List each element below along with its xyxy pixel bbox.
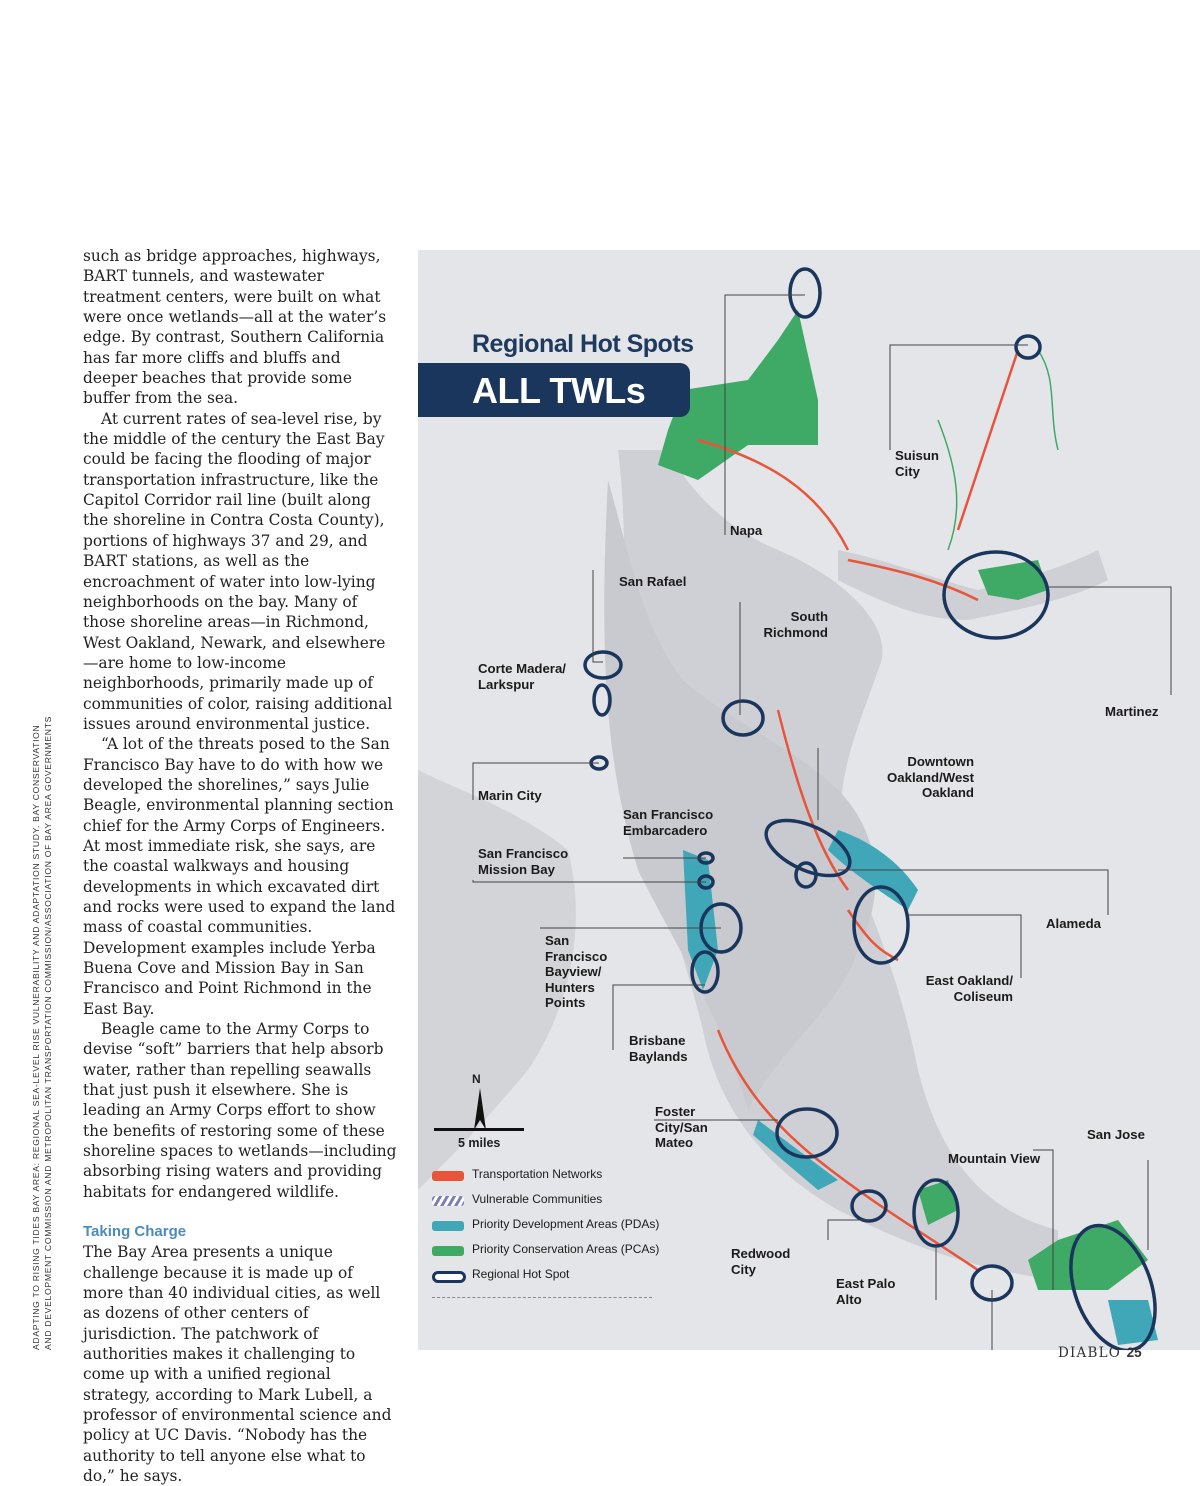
legend-divider xyxy=(432,1297,652,1298)
label-sf-bayview: San Francisco Bayview/ Hunters Points xyxy=(545,933,608,1010)
label-napa: Napa xyxy=(730,523,763,538)
label-sf-embarcadero: San Francisco Embarcadero xyxy=(623,807,714,838)
page-folio xyxy=(1058,1345,1142,1361)
map-banner-text: ALL TWLs xyxy=(472,370,646,411)
transportation-swatch-icon xyxy=(432,1171,464,1181)
paragraph-1: such as bridge approaches, highways, BART tunnels, and wastewater treatment centers, were built on what were once wetlands—all at the water’s edge. By contrast, Southern California has far more cliffs and bluffs and deeper beaches that provide some buffer from the sea. xyxy=(83,247,387,408)
map-legend xyxy=(432,1166,668,1298)
north-indicator: N xyxy=(472,1072,481,1086)
label-sf-mission-bay: San Francisco Mission Bay xyxy=(478,846,569,877)
legend-item-vulnerable: Vulnerable Communities xyxy=(432,1191,668,1216)
label-brisbane: Brisbane Baylands xyxy=(629,1033,688,1064)
label-marin-city: Marin City xyxy=(478,788,542,803)
label-foster-city: Foster City/San Mateo xyxy=(655,1104,708,1150)
label-redwood-city: Redwood City xyxy=(731,1246,791,1277)
label-san-rafael: San Rafael xyxy=(619,574,687,589)
label-mountain-view: Mountain View xyxy=(948,1151,1041,1166)
paragraph-5: The Bay Area presents a unique challenge because it is made up of more than 40 individual cities, as well as dozens of other centers of jurisdiction. The patchwork of authorities makes it challenging to come up with a unified regional strategy, according to Mark Lubell, a professor of environmental science and policy at UC Davis. “Nobody has the authority to tell anyone else what to do,” he says. xyxy=(83,1243,392,1485)
map-title: Regional Hot Spots xyxy=(472,330,694,358)
paragraph-3: “A lot of the threats posed to the San Francisco Bay have to do with how we developed the shorelines,” says Julie Beagle, environmental planning section chief for the Army Corps of Engineers. At most immediate risk, she says, are the coastal walkways and housing developments in which excavated dirt and rocks were used to expand the land mass of coastal communities. Development examples include Yerba Buena Cove and Mission Bay in San Francisco and Point Richmond in the East Bay. xyxy=(83,735,396,1018)
label-corte-madera: Corte Madera/ Larkspur xyxy=(478,661,566,692)
paragraph-4: Beagle came to the Army Corps to devise “soft” barriers that help absorb water, rather than repelling seawalls that just push it elsewhere. She is leading an Army Corps effort to show the benefits of restoring some of these shoreline spaces to wetlands—including absorbing rising waters and providing habitats for endangered wildlife. xyxy=(83,1020,397,1201)
photo-credit: ADAPTING TO RISING TIDES BAY AREA: REGIONAL SEA-LEVEL RISE VULNERABILITY AND ADAPTATION STUDY. BAY CONSERVATION AND DEVELOPMENT COMMISSION AND METROPOLITAN TRANSPORTATION COMMISSION/ASSOCIATION OF BAY AREA GOVERNMENTS xyxy=(31,715,53,1350)
page-number: 25 xyxy=(1126,1345,1142,1360)
legend-item-hot-spot: Regional Hot Spot xyxy=(432,1266,668,1291)
legend-item-transportation: Transportation Networks xyxy=(432,1166,668,1191)
label-east-oakland: East Oakland/ Coliseum xyxy=(925,973,1013,1004)
scale-label: 5 miles xyxy=(458,1136,501,1150)
legend-item-pca: Priority Conservation Areas (PCAs) xyxy=(432,1241,668,1266)
map-banner xyxy=(418,363,690,417)
legend-item-pda: Priority Development Areas (PDAs) xyxy=(432,1216,668,1241)
label-martinez: Martinez xyxy=(1105,704,1159,719)
pca-swatch-icon xyxy=(432,1246,464,1256)
article-column xyxy=(83,246,398,1486)
label-alameda: Alameda xyxy=(1046,916,1101,931)
pda-swatch-icon xyxy=(432,1221,464,1231)
label-suisun-city: Suisun City xyxy=(895,448,939,479)
magazine-name: DIABLO xyxy=(1058,1345,1122,1361)
hot-spots-map xyxy=(418,250,1200,1350)
vulnerable-swatch-icon xyxy=(432,1196,464,1206)
label-south-richmond: South Richmond xyxy=(763,609,828,640)
label-san-jose: San Jose xyxy=(1087,1127,1145,1142)
label-east-palo-alto: East Palo Alto xyxy=(836,1276,896,1307)
paragraph-2: At current rates of sea-level rise, by the middle of the century the East Bay could be facing the flooding of major transportation infrastructure, like the Capitol Corridor rail line (built along the shoreline in Contra Costa County), portions of highways 37 and 29, and BART stations, as well as the encroachment of water into low-lying neighborhoods on the bay. Many of those shoreline areas—in Richmond, West Oakland, Newark, and elsewhere—are home to low-income neighborhoods, primarily made up of communities of color, raising additional issues around environmental justice. xyxy=(83,409,393,733)
subhead: Taking Charge xyxy=(83,1223,187,1241)
label-downtown-oakland: Downtown Oakland/West Oakland xyxy=(887,754,974,800)
hot-spot-swatch-icon xyxy=(432,1271,466,1283)
